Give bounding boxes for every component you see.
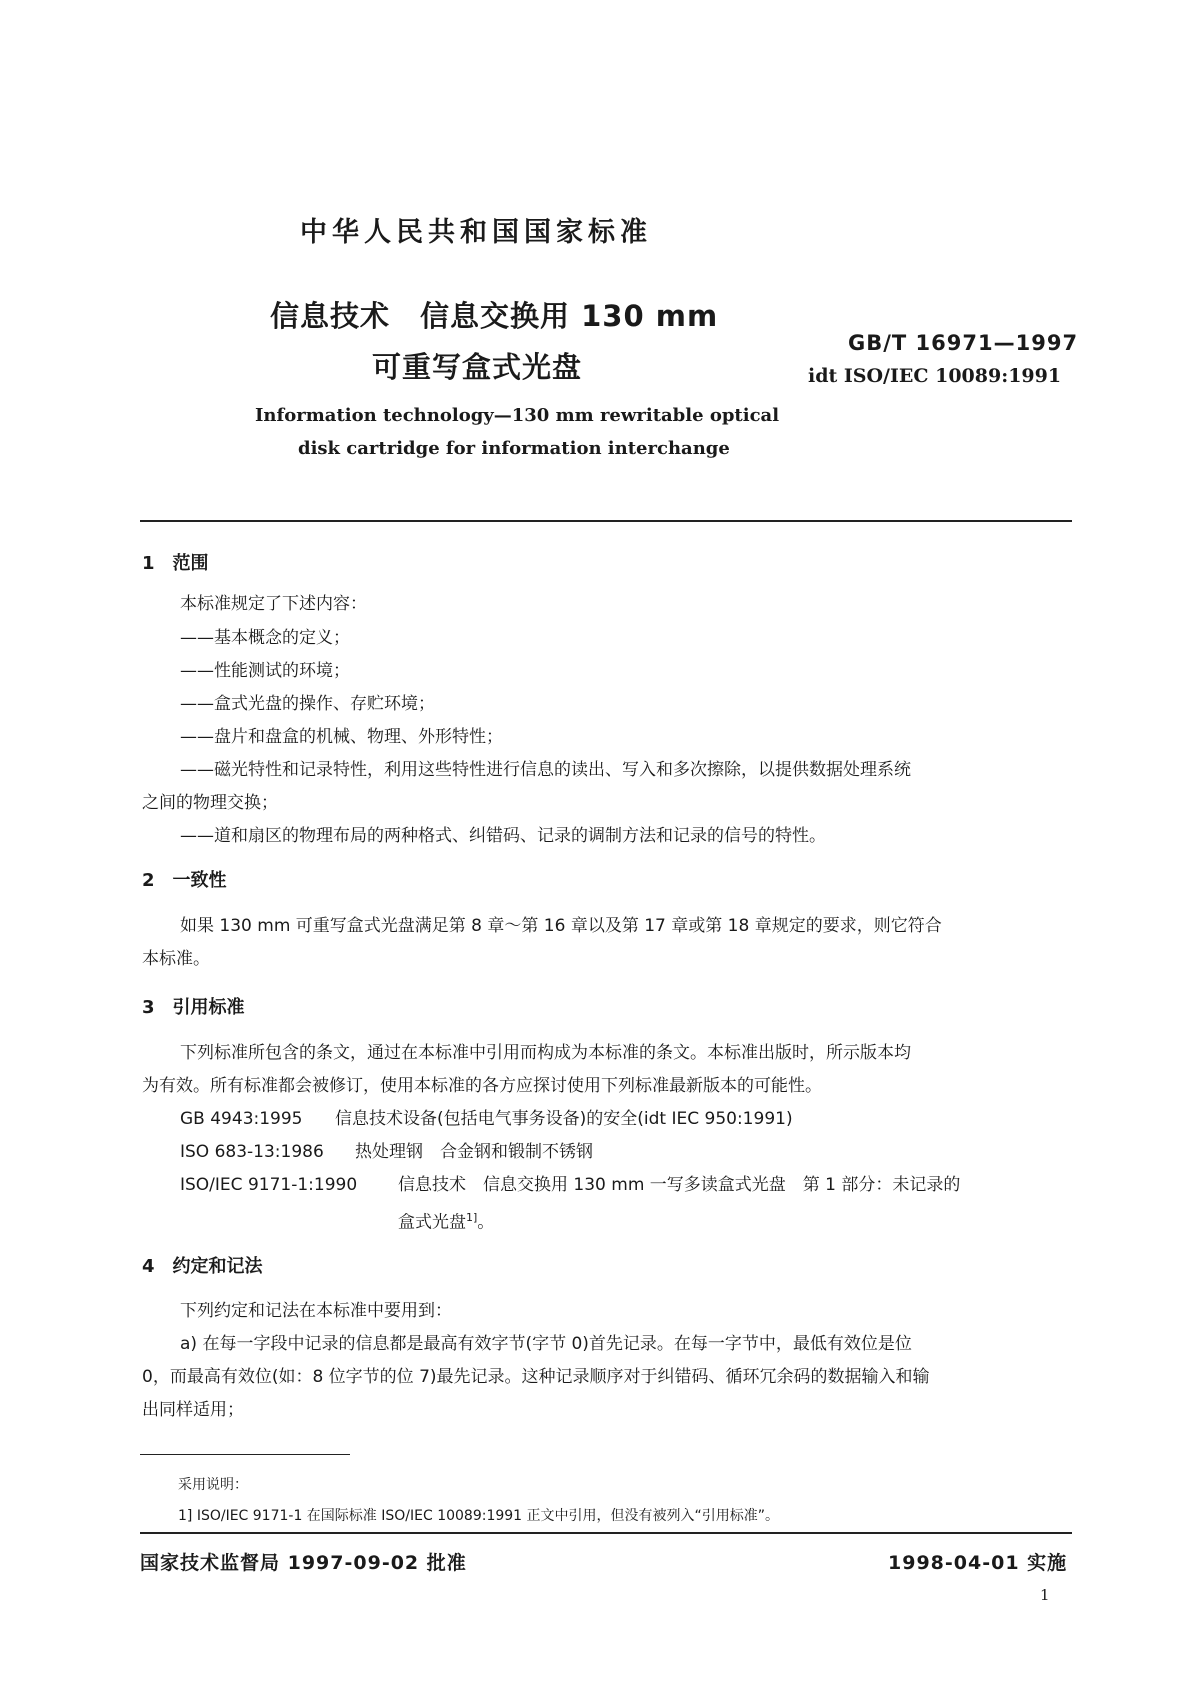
section-1-item: ——基本概念的定义； bbox=[180, 628, 350, 648]
standard-code: GB/T 16971—1997 bbox=[848, 331, 1079, 355]
section-4-line: 出同样适用； bbox=[142, 1400, 244, 1420]
reference-code: GB 4943:1995 bbox=[180, 1109, 303, 1129]
section-2-line: 如果 130 mm 可重写盒式光盘满足第 8 章～第 16 章以及第 17 章或第 18 章规定的要求，则它符合 bbox=[180, 916, 942, 936]
reference-title: 信息技术设备(包括电气事务设备)的安全(idt IEC 950:1991) bbox=[335, 1109, 793, 1129]
reference-code: ISO 683-13:1986 bbox=[180, 1142, 324, 1162]
section-3-line: 为有效。所有标准都会被修订，使用本标准的各方应探讨使用下列标准最新版本的可能性。 bbox=[142, 1076, 822, 1096]
section-1-item: ——盒式光盘的操作、存贮环境； bbox=[180, 694, 435, 714]
section-3-heading: 3 引用标准 bbox=[142, 997, 245, 1018]
section-1-item: ——道和扇区的物理布局的两种格式、纠错码、记录的调制方法和记录的信号的特性。 bbox=[180, 826, 826, 846]
section-2-line: 本标准。 bbox=[142, 949, 210, 969]
section-4-line: a) 在每一字段中记录的信息都是最高有效字节(字节 0)首先记录。在每一字节中，最低有效位是位 bbox=[180, 1334, 912, 1354]
title-en-line1: Information technology—130 mm rewritable optical bbox=[255, 405, 780, 426]
header-divider bbox=[140, 520, 1072, 522]
title-cn-line2: 可重写盒式光盘 bbox=[372, 350, 583, 384]
section-1-item: ——性能测试的环境； bbox=[180, 661, 350, 681]
page-number: 1 bbox=[1040, 1586, 1050, 1604]
section-1-item: ——盘片和盘盒的机械、物理、外形特性； bbox=[180, 727, 503, 747]
section-1-intro: 本标准规定了下述内容： bbox=[180, 594, 367, 614]
section-1-item: ——磁光特性和记录特性，利用这些特性进行信息的读出、写入和多次擦除，以提供数据处理系统 bbox=[180, 760, 911, 780]
footnote-label: 采用说明： bbox=[178, 1477, 248, 1493]
reference-title: 热处理钢 合金钢和锻制不锈钢 bbox=[355, 1142, 593, 1162]
section-1-heading: 1 范围 bbox=[142, 553, 209, 574]
section-3-line: 下列标准所包含的条文，通过在本标准中引用而构成为本标准的条文。本标准出版时，所示版本均 bbox=[180, 1043, 911, 1063]
section-1-item-cont: 之间的物理交换； bbox=[142, 793, 278, 813]
footnote-marker: 1] bbox=[466, 1211, 478, 1224]
title-cn-line1: 信息技术 信息交换用 130 mm bbox=[270, 299, 719, 333]
implementation-date: 1998-04-01 实施 bbox=[888, 1552, 1068, 1574]
reference-title-cont bbox=[398, 1207, 494, 1234]
footnote-text: 1] ISO/IEC 9171-1 在国际标准 ISO/IEC 10089:1991 正文中引用，但没有被列入“引用标准”。 bbox=[178, 1508, 780, 1524]
section-4-intro: 下列约定和记法在本标准中要用到： bbox=[180, 1301, 452, 1321]
reference-code: ISO/IEC 9171-1:1990 bbox=[180, 1175, 358, 1195]
reference-title: 信息技术 信息交换用 130 mm 一写多读盒式光盘 第 1 部分：未记录的 bbox=[398, 1175, 961, 1195]
national-standard-title: 中华人民共和国国家标准 bbox=[300, 217, 652, 248]
reference-cont-text: 盒式光盘 bbox=[398, 1212, 466, 1233]
section-4-heading: 4 约定和记法 bbox=[142, 1256, 263, 1277]
section-2-heading: 2 一致性 bbox=[142, 870, 227, 891]
footnote-divider bbox=[140, 1454, 350, 1455]
reference-cont-end: 。 bbox=[477, 1212, 495, 1233]
section-4-line: 0，而最高有效位(如：8 位字节的位 7)最先记录。这种记录顺序对于纠错码、循环冗余码的数据输入和输 bbox=[142, 1367, 930, 1387]
idt-reference: idt ISO/IEC 10089:1991 bbox=[808, 365, 1062, 387]
title-en-line2: disk cartridge for information interchange bbox=[298, 438, 730, 459]
approval-date: 国家技术监督局 1997-09-02 批准 bbox=[140, 1552, 467, 1574]
footer-divider bbox=[140, 1532, 1072, 1534]
